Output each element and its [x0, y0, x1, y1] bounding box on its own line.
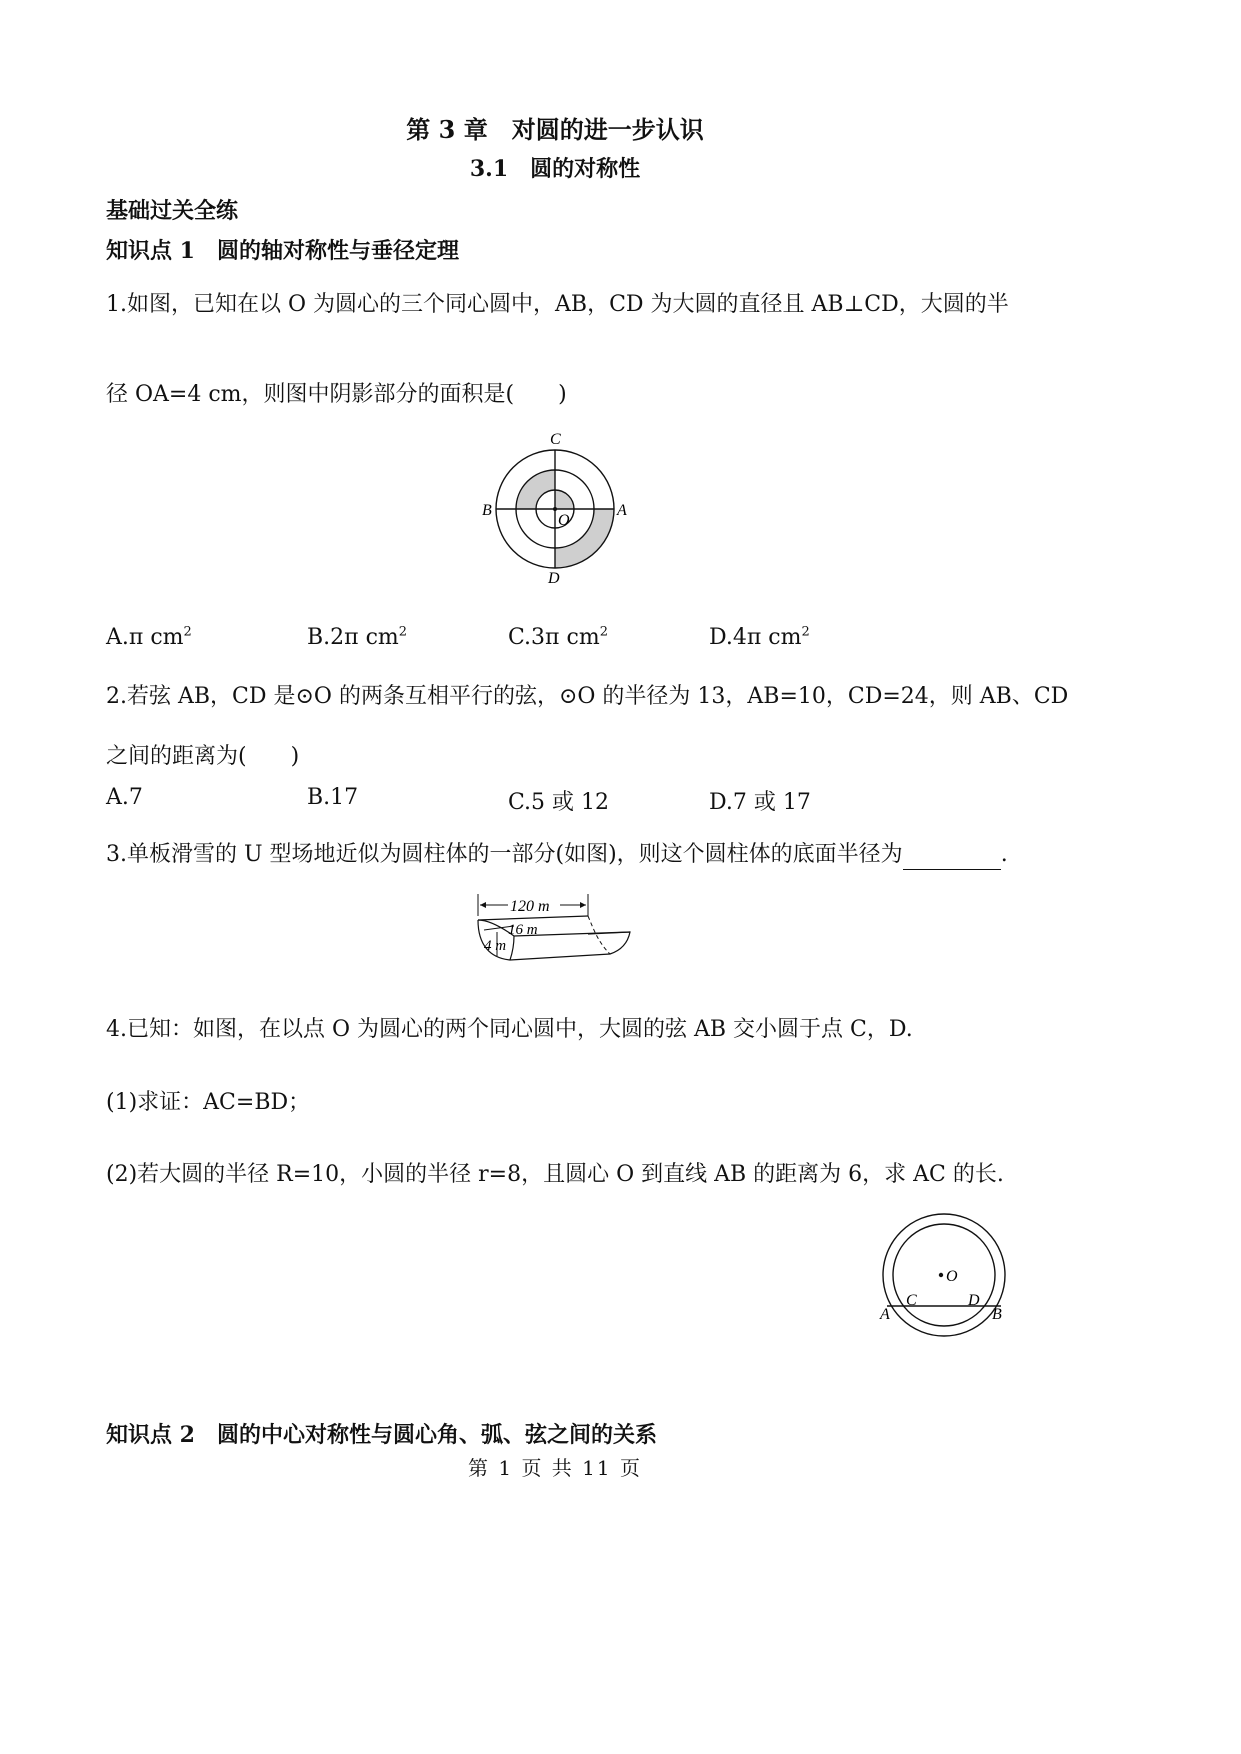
knowledge-point-1: 知识点 1 圆的轴对称性与垂径定理 — [106, 238, 459, 264]
q2-line2: 之间的距离为( ) — [106, 744, 300, 769]
q1-line2: 径 OA=4 cm，则图中阴影部分的面积是( ) — [106, 382, 567, 407]
q4-part1: (1)求证：AC=BD； — [106, 1090, 311, 1115]
q2-option-b: B.17 — [307, 785, 359, 810]
page-footer: 第 1 页 共 11 页 — [468, 1456, 642, 1480]
concentric-circles-figure — [478, 428, 638, 593]
q2-option-c: C.5 或 12 — [508, 790, 610, 815]
label-d: D — [968, 1292, 980, 1309]
chapter-title: 第 3 章 对圆的进一步认识 — [406, 115, 704, 144]
knowledge-point-2: 知识点 2 圆的中心对称性与圆心角、弧、弦之间的关系 — [106, 1422, 657, 1448]
large-circle — [883, 1214, 1005, 1336]
section-title: 3.1 圆的对称性 — [469, 156, 641, 182]
q4-part2: (2)若大圆的半径 R=10，小圆的半径 r=8，且圆心 O 到直线 AB 的距离为 6，求 AC 的长. — [106, 1162, 1004, 1187]
label-d: D — [548, 570, 560, 587]
q2-option-a: A.7 — [106, 785, 143, 810]
center-point — [553, 507, 557, 511]
q1-option-a: A.π $cm^2$ — [106, 624, 192, 650]
q1-line1: 1.如图，已知在以 O 为圆心的三个同心圆中，AB，CD 为大圆的直径且 AB⊥CD，大圆的半 — [106, 292, 1009, 317]
label-c: C — [906, 1292, 917, 1309]
dim-depth: 4 m — [484, 938, 507, 954]
label-o: O — [946, 1268, 958, 1285]
q1-option-b: B.2π $cm^2$ — [307, 624, 408, 650]
q2-line1: 2.若弦 AB，CD 是⊙O 的两条互相平行的弦，⊙O 的半径为 13，AB=10，CD=24，则 AB、CD — [106, 684, 1069, 709]
center-point — [939, 1273, 943, 1277]
dim-width: 16 m — [508, 922, 538, 938]
q1-option-c: C.3π $cm^2$ — [508, 624, 608, 650]
label-b: B — [992, 1306, 1002, 1323]
small-circle — [893, 1224, 995, 1326]
section-heading: 基础过关全练 — [106, 198, 239, 224]
two-concentric-circles-figure — [872, 1212, 1012, 1342]
label-a: A — [617, 502, 627, 519]
label-a: A — [880, 1306, 890, 1323]
label-c: C — [550, 431, 561, 448]
dim-length: 120 m — [510, 898, 550, 915]
label-o: O — [558, 512, 570, 529]
u-shaped-halfpipe-figure — [470, 890, 640, 970]
q4-line1: 4.已知：如图，在以点 O 为圆心的两个同心圆中，大圆的弦 AB 交小圆于点 C，D. — [106, 1017, 913, 1042]
answer-blank — [903, 847, 1001, 870]
label-b: B — [482, 502, 492, 519]
q2-option-d: D.7 或 17 — [709, 790, 811, 815]
q1-option-d: D.4π $cm^2$ — [709, 624, 810, 650]
q3-text: 3.单板滑雪的 U 型场地近似为圆柱体的一部分(如图)，则这个圆柱体的底面半径为 . — [106, 840, 1008, 870]
